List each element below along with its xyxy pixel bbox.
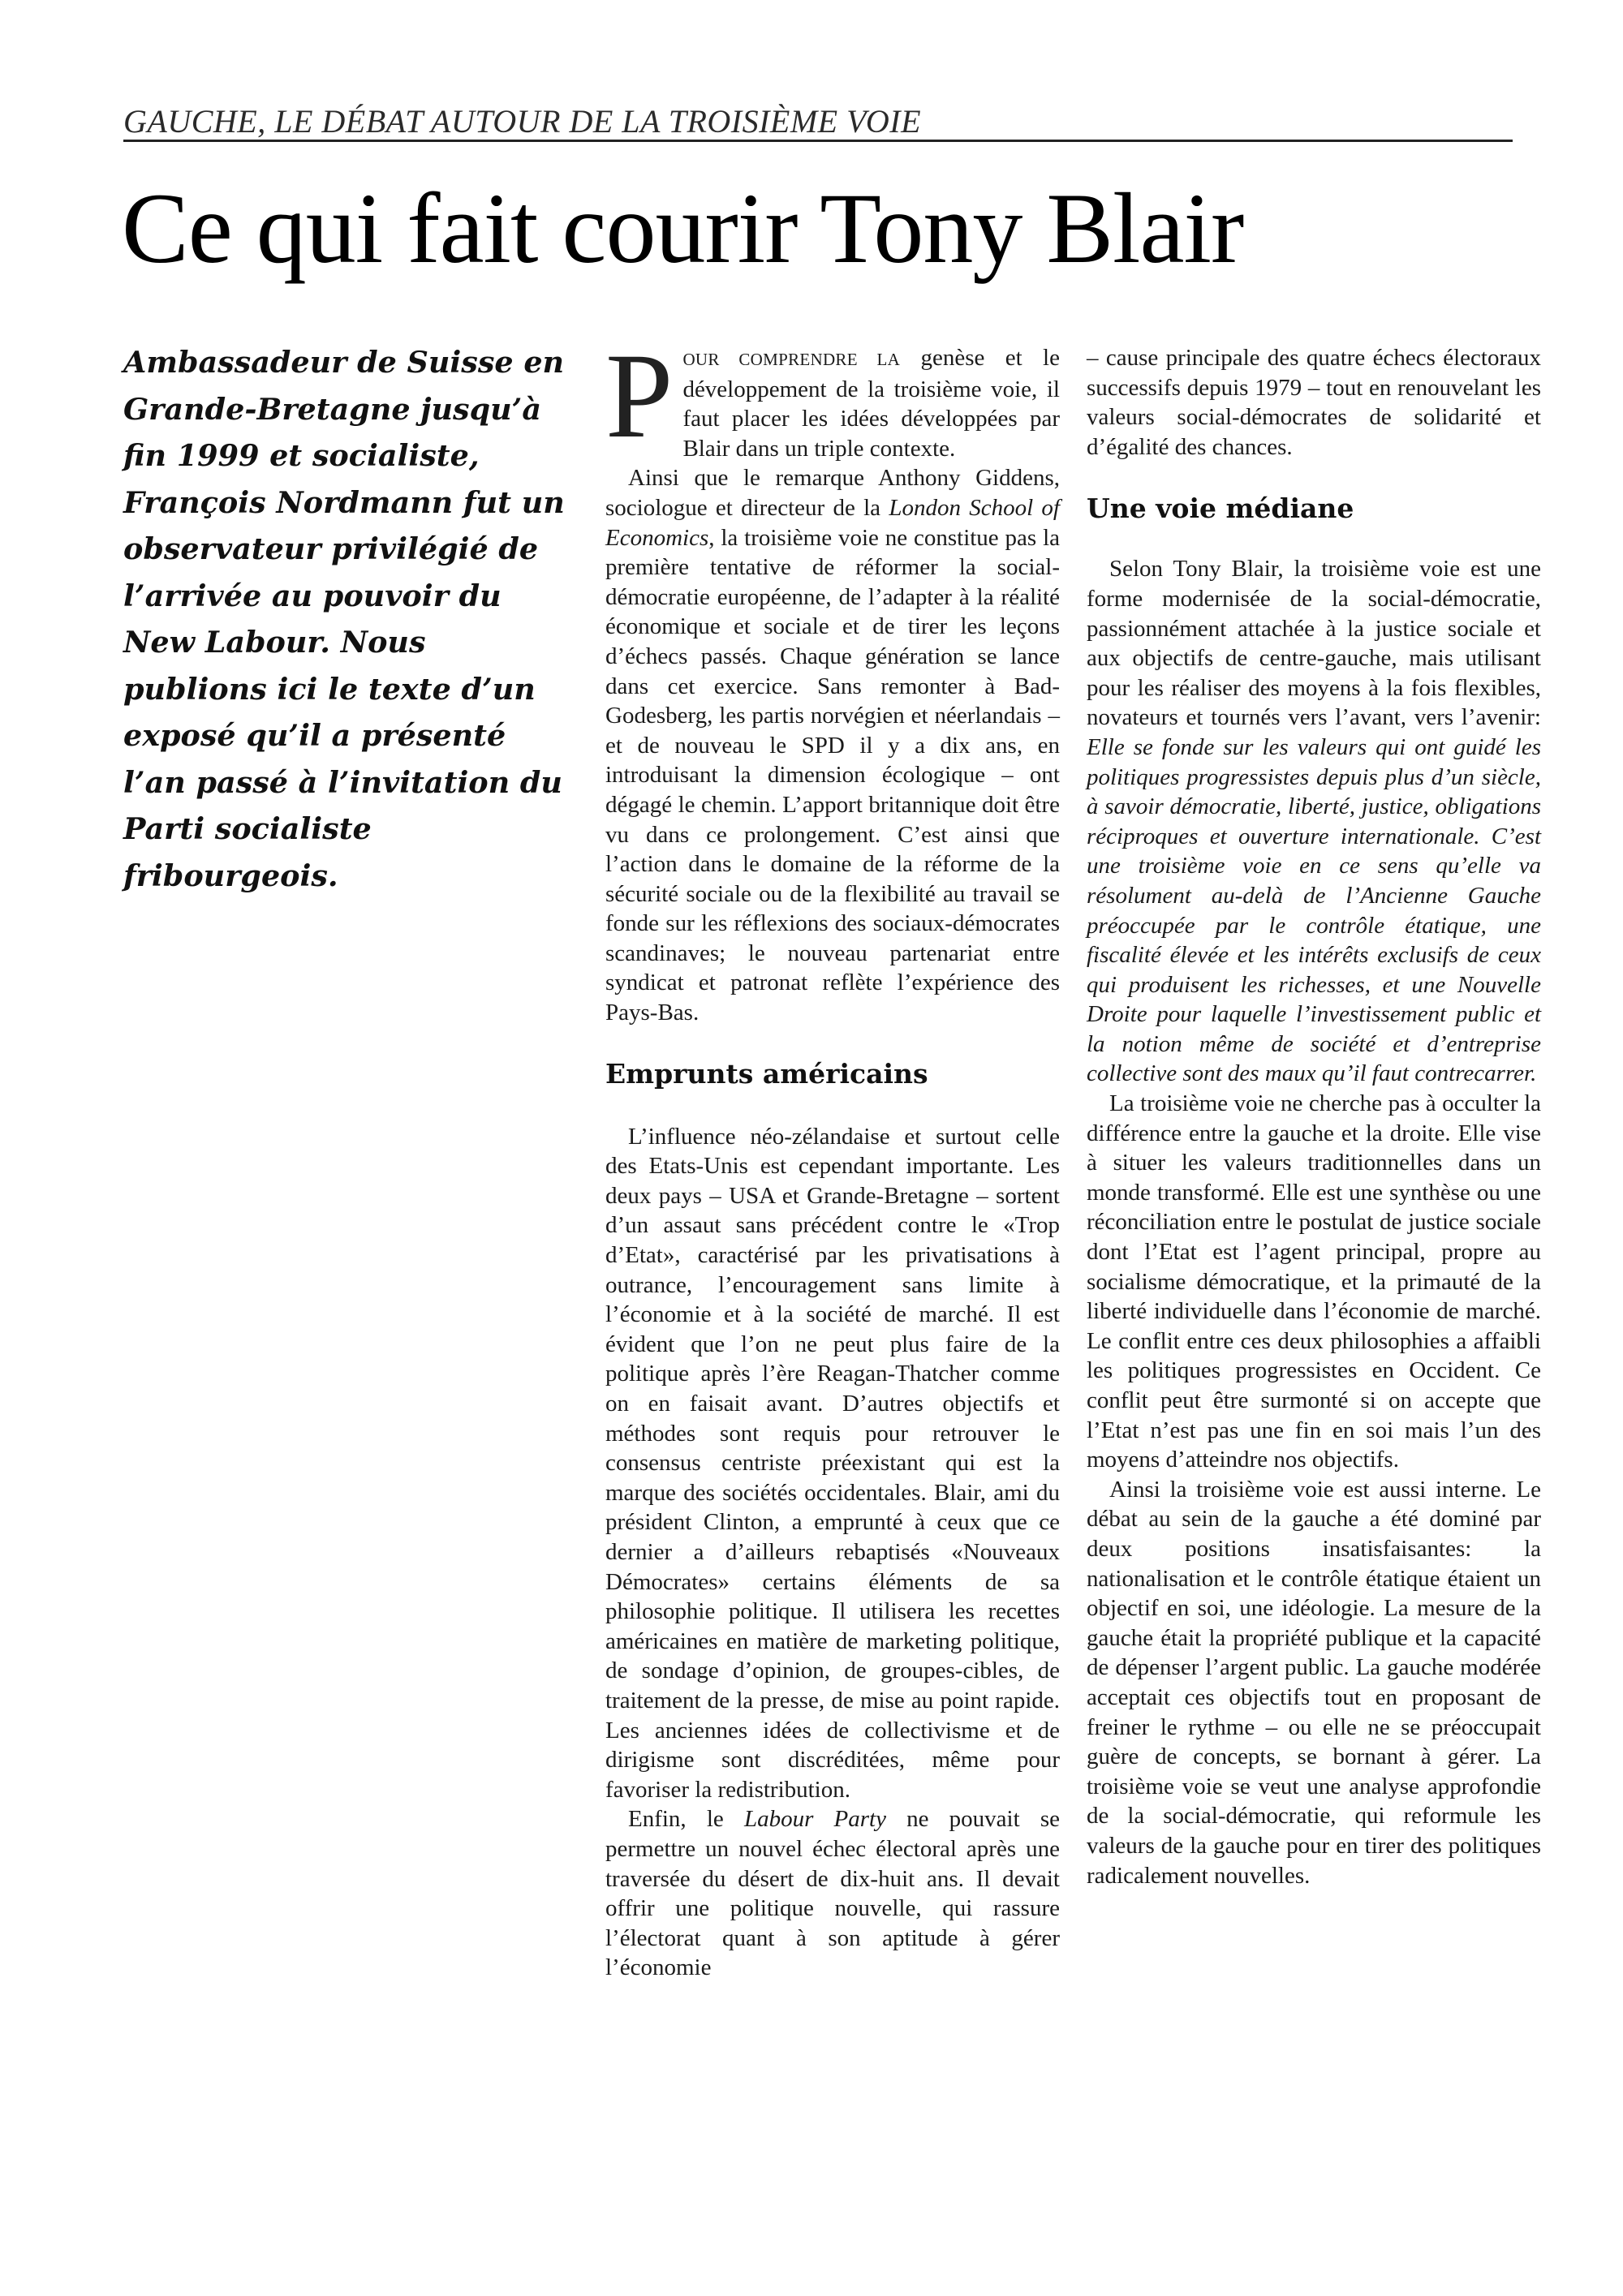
drop-cap: P [605,329,674,463]
section-kicker: GAUCHE, LE DÉBAT AUTOUR DE LA TROISIÈME VOIE [123,103,921,140]
paragraph-blair-definition [1087,554,1541,1089]
paragraph-text: ne pouvait se permettre un nouvel échec électoral après une traversée du désert de dix-huit ans. Il devait offrir une politique nouvelle, qui rassure l’électorat quant à son aptitude à gérer l’économie [605,1806,1060,1981]
paragraph-interne: Ainsi la troisième voie est aussi interne. Le débat au sein de la gauche a été dominé par deux positions insatisfaisantes: la nationalisation et le contrôle étatique étaient un objectif en soi, une idéologie. La mesure de la gauche était la propriété publique et la capacité de dépenser l’argent public. La gauche modérée acceptait ces objectifs tout en proposant de freiner le rythme – ou elle ne se préoccupait guère de concepts, se bornant à gérer. La troisième voie se veut une analyse approfondie de la social-démocratie, qui reformule les valeurs de la gauche pour en tirer des politiques radicalement nouvelles. [1087,1476,1541,1889]
italic-quote: Elle se fonde sur les valeurs qui ont guidé les politiques progressistes depuis plus d’un siècle, à savoir démocratie, liberté, justice, obligations réciproques et ouverture internationale. C’est une troisième voie en ce sens qu’elle va résolument au-delà de l’Ancienne Gauche préoccupée par le contrôle étatique, une fiscalité élevée et les intérêts exclusifs de ceux qui produisent les richesses, et une Nouvelle Droite pour laquelle l’investissement public et la notion même de société et d’entreprise collective sont des maux qu’il faut contrecarrer. [1087,733,1541,1087]
article-column-2 [605,329,1060,1983]
lead-smallcaps: OUR COMPRENDRE LA [682,350,901,369]
article-intro: Ambassadeur de Suisse en Grande-Bretagne jusqu’à fin 1999 et socialiste, François Nordmann fut un observateur privilégié de l’arrivée au pouvoir du New Labour. Nous publions ici le texte d’un exposé qu’il a présenté l’an passé à l’invitation du Parti socialiste fribourgeois. [123,345,565,893]
paragraph-giddens [605,463,1060,1027]
paragraph-text: Enfin, le [628,1806,744,1833]
subheading-voie-mediane: Une voie médiane [1087,492,1354,525]
paragraph-text: , la troisième voie ne constitue pas la première tentative de réformer la social-démocratie européenne, de l’adapter à la réalité économique et sociale et de tirer les leçons d’échecs passés. Chaque génération se lance dans cet exercice. Sans remonter à Bad-Godesberg, les partis norvégien et néerlandais – et de nouveau le SPD il y a dix ans, en introduisant la dimension écologique – ont dégagé le chemin. L’apport britannique doit être vu dans ce prolongement. C’est ainsi que l’action dans le domaine de la réforme de la sécurité sociale ou de la flexibilité au travail se fonde sur les réflexions des sociaux-démocrates scandinaves; le nouveau partenariat entre syndicat et patronat reflète l’expérience des Pays-Bas. [605,524,1060,1026]
italic-title: London School of Economics [605,494,1060,551]
article-column-3 [1087,343,1541,1890]
lead-text: genèse et le développement de la troisième voie, il faut placer les idées développées par Blair dans un triple contexte. [682,345,1060,462]
subheading-emprunts: Emprunts américains [605,1057,928,1090]
header-rule [123,140,1513,142]
paragraph-gauche-droite: La troisième voie ne cherche pas à occulter la différence entre la gauche et la droite. Elle vise à situer les valeurs traditionnelles dans un monde transformé. Elle est une synthèse ou une réconciliation entre le postulat de justice sociale dont l’Etat est l’agent principal, propre au socialisme démocratique, et la primauté de la liberté individuelle dans l’économie de marché. Le conflit entre ces deux philosophies a affaibli les politiques progressistes en Occident. Ce conflit peut être surmonté si on accepte que l’Etat n’est pas une fin en soi mais l’un des moyens d’atteindre nos objectifs. [1087,1090,1541,1473]
paragraph-text: Selon Tony Blair, la troisième voie est une forme modernisée de la social-démocratie, passionnément attachée à la justice sociale et aux objectifs de centre-gauche, mais utilisant pour les réaliser des moyens à la fois flexibles, novateurs et tournés vers l’avant, vers l’avenir: [1087,556,1541,731]
article-title: Ce qui fait courir Tony Blair [122,173,1244,284]
paragraph-influence: L’influence néo-zélandaise et surtout celle des Etats-Unis est cependant importante. Les deux pays – USA et Grande-Bretagne – sortent d’un assaut sans précédent contre le «Trop d’Etat», caractérisé par les privatisations à outrance, l’encouragement sans limite à l’économie et à la société de marché. Il est évident que l’on ne peut plus faire de la politique après l’ère Reagan-Thatcher comme on en faisait avant. D’autres objectifs et méthodes sont requis pour retrouver le consensus centriste préexistant qui est la marque des sociétés occidentales. Blair, ami du président Clinton, a emprunté à ceux que ce dernier a d’ailleurs rebaptisés «Nouveaux Démocrates» certains éléments de sa philosophie politique. Il utilisera les recettes américaines en matière de marketing politique, de sondage d’opinion, de groupes-cibles, de traitement de la presse, de mise au point rapide. Les anciennes idées de collectivisme et de dirigisme sont discréditées, même pour favoriser la redistribution. [605,1123,1060,1803]
paragraph-lead [605,329,1060,463]
paragraph-labour [605,1804,1060,1983]
italic-title: Labour Party [743,1806,886,1833]
paragraph-continued: – cause principale des quatre échecs électoraux successifs depuis 1979 – tout en renouvelant les valeurs social-démocrates de solidarité et d’égalité des chances. [1087,345,1541,460]
paragraph-text: Ainsi que le remarque Anthony Giddens, sociologue et directeur de la [605,465,1060,521]
